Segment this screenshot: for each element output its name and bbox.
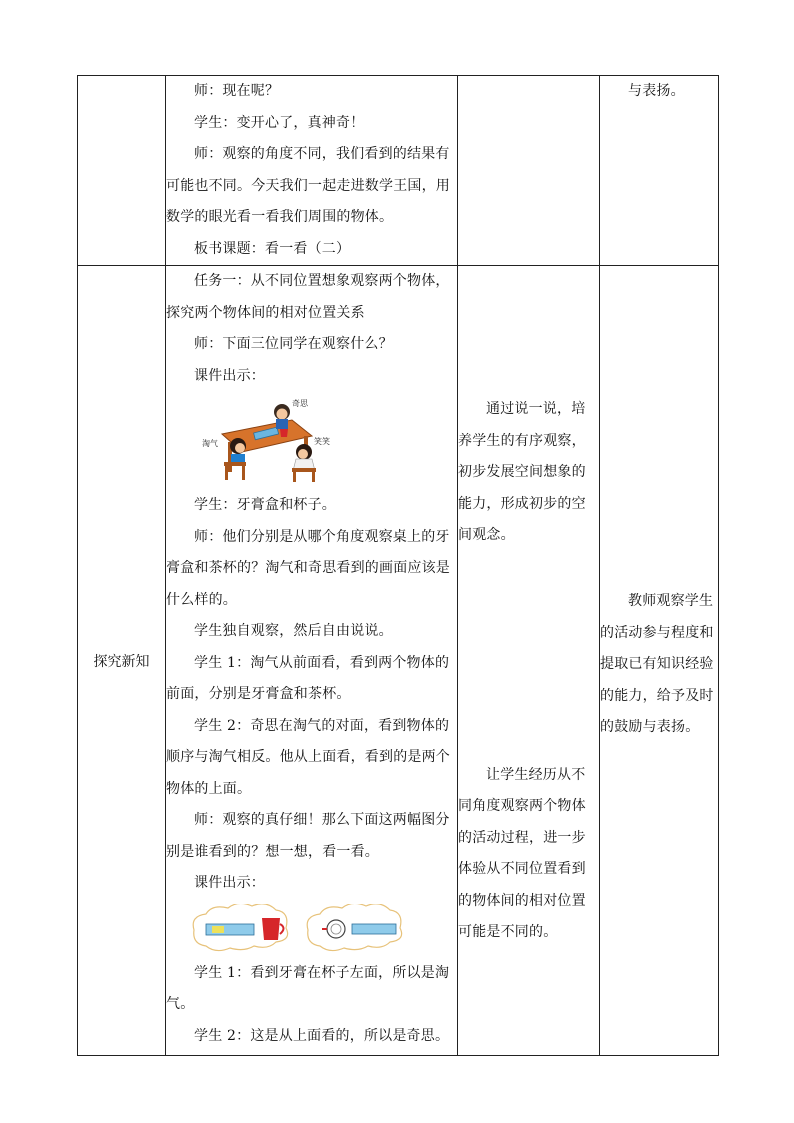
evaluation-cell: [600, 266, 719, 1056]
dialogue-line: 师：观察的角度不同，我们看到的结果有可能也不同。今天我们一起走进数学王国，用数学的眼光看一看我们周围的物体。: [166, 146, 450, 225]
cup-top-icon: [327, 920, 345, 938]
dialogue-line: 学生独自观察，然后自由说说。: [194, 623, 393, 639]
dialogue-line: 学生：变开心了，真神奇！: [194, 114, 365, 131]
cup-icon: [280, 429, 288, 437]
process-cell: [166, 76, 458, 266]
child-body-top: [276, 419, 288, 429]
dialogue-line: 课件出示：: [194, 875, 265, 891]
stage-label: 探究新知: [93, 653, 150, 670]
chair-left: [224, 462, 246, 466]
top-view-cloud: [307, 904, 401, 951]
dialogue-line: 师：他们分别是从哪个角度观察桌上的牙膏盒和茶杯的？淘气和奇思看到的画面应该是什么样的。: [166, 528, 450, 608]
children-observing-illustration: [200, 396, 330, 484]
dialogue-line: 学生 1：看到牙膏在杯子左面，所以是淘气。: [166, 964, 450, 1012]
label-qisi: 奇思: [292, 399, 308, 408]
evaluation-text: 与表扬。: [628, 83, 685, 99]
table-row: [78, 266, 719, 1056]
label-xiaoxiao: 笑笑: [314, 437, 330, 446]
dialogue-line: 课件出示：: [194, 367, 265, 384]
front-view-cloud: [193, 904, 287, 951]
intent-text-2: 让学生经历从不同角度观察两个物体的活动过程，进一步体验从不同位置看到的物体间的相对位置可能是不同的。: [458, 766, 586, 940]
label-taoqi: 淘气: [202, 439, 218, 448]
stage-cell-empty: [78, 76, 166, 266]
lesson-plan-table: [77, 75, 719, 1056]
stage-cell: [78, 266, 166, 1056]
dialogue-line: 学生 2：这是从上面看的，所以是奇思。: [194, 1027, 450, 1044]
evaluation-cell: [600, 76, 719, 266]
intent-cell: [458, 266, 600, 1056]
dialogue-line: 学生 1：淘气从前面看，看到两个物体的前面，分别是牙膏盒和茶杯。: [166, 654, 450, 702]
process-cell: [166, 266, 458, 1056]
cup-front-icon: [262, 918, 280, 940]
intent-text-1: 通过说一说，培养学生的有序观察，初步发展空间想象的能力，形成初步的空间观念。: [458, 401, 586, 543]
toothpaste-box-top-icon: [352, 924, 396, 934]
dialogue-line: 师：下面三位同学在观察什么？: [194, 336, 393, 352]
dialogue-line: 板书课题：看一看（二）: [194, 240, 351, 257]
dialogue-line: 任务一：从不同位置想象观察两个物体，探究两个物体间的相对位置关系: [166, 273, 450, 321]
chair-right: [292, 468, 316, 472]
dialogue-line: 师：观察的真仔细！那么下面这两幅图分别是谁看到的？想一想，看一看。: [166, 812, 450, 860]
dialogue-line: 师：现在呢？: [194, 83, 280, 99]
dialogue-line: 学生：牙膏盒和杯子。: [194, 497, 336, 513]
two-views-illustration: [186, 904, 418, 952]
table-row: [78, 76, 719, 266]
dialogue-line: 学生 2：奇思在淘气的对面，看到物体的顺序与淘气相反。他从上面看，看到的是两个物体的上面。: [166, 717, 450, 797]
evaluation-text: 教师观察学生的活动参与程度和提取已有知识经验的能力，给予及时的鼓励与表扬。: [600, 593, 714, 735]
intent-cell-empty: [458, 76, 600, 266]
